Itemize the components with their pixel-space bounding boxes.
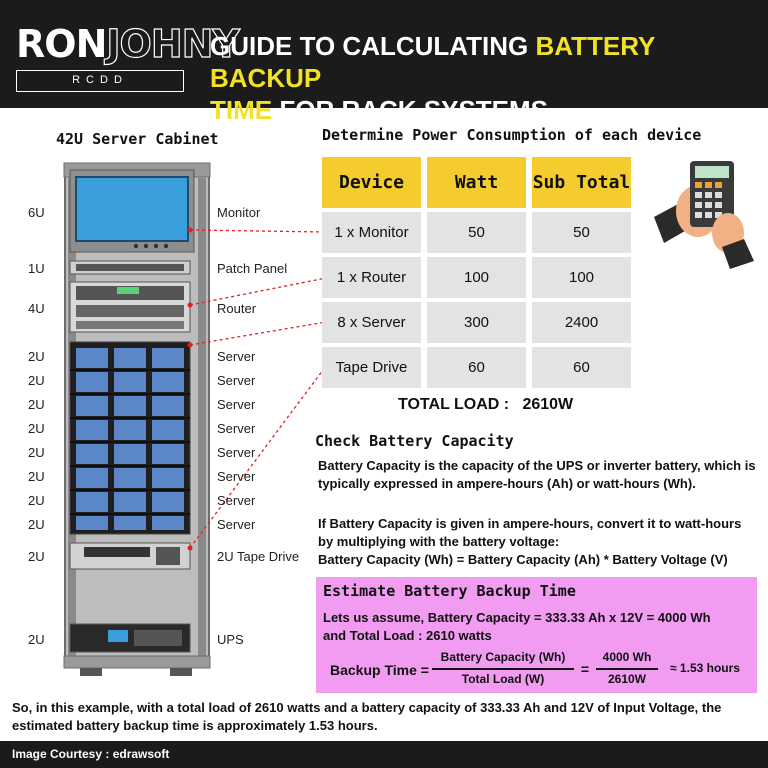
u-label: 4U [28, 301, 45, 316]
patch-panel-unit [70, 261, 190, 274]
connector-lines [190, 230, 326, 548]
server-units [70, 342, 190, 534]
device-label: Server [217, 349, 256, 364]
device-label: Server [217, 397, 256, 412]
logo-name: RONJOHNY [16, 22, 239, 66]
table-header-cell: Device [322, 157, 421, 208]
fraction-numerator: 4000 Wh [602, 650, 652, 664]
table-cell: 50 [532, 212, 631, 253]
u-label: 2U [28, 349, 45, 364]
fraction-denominator: Total Load (W) [461, 672, 545, 686]
tape-drive-unit [70, 543, 190, 569]
table-cell: 100 [532, 257, 631, 298]
backup-result: ≈ 1.53 hours [670, 661, 740, 675]
equals-sign: = [580, 661, 590, 677]
device-label: 2U Tape Drive [217, 549, 300, 564]
estimate-title: Estimate Battery Backup Time [323, 582, 576, 600]
u-label: 2U [28, 373, 45, 388]
device-label: Server [217, 493, 256, 508]
capacity-para: Battery Capacity is the capacity of the UPS or inverter battery, which is typically expressed in ampere-hours (Ah) or watt-hours (Wh). [318, 458, 756, 491]
device-label: UPS [217, 632, 244, 647]
logo-subtitle: RCDD [16, 70, 184, 92]
summary-text: So, in this example, with a total load of 2610 watts and a battery capacity of 333.33 Ah and 12V of Input Voltage, the estimated battery backup time is approximately 1.53 hours. [12, 700, 722, 733]
fraction-numerator: Battery Capacity (Wh) [440, 650, 566, 664]
table-cell: 60 [532, 347, 631, 388]
table-cell: 60 [427, 347, 526, 388]
device-label: Server [217, 517, 256, 532]
fraction-line [596, 668, 658, 670]
table-cell: 1 x Router [322, 257, 421, 298]
u-label: 6U [28, 205, 45, 220]
total-load: TOTAL LOAD : 2610W [398, 396, 574, 413]
u-label: 1U [28, 261, 45, 276]
table-cell: 50 [427, 212, 526, 253]
device-label: Server [217, 373, 256, 388]
fraction-line [432, 668, 574, 670]
cabinet-title: 42U Server Cabinet [56, 130, 219, 148]
device-label: Patch Panel [217, 261, 288, 276]
capacity-formula: Battery Capacity (Wh) = Battery Capacity (Ah) * Battery Voltage (V) [318, 552, 728, 567]
router-unit [70, 282, 190, 332]
page-title: GUIDE TO CALCULATING BATTERY BACKUP TIME FOR RACK SYSTEMS [210, 31, 655, 125]
table-header-cell: Sub Total [532, 157, 631, 208]
table-cell: 1 x Monitor [322, 212, 421, 253]
u-label: 2U [28, 549, 45, 564]
table-cell: Tape Drive [322, 347, 421, 388]
table-cell: 300 [427, 302, 526, 343]
estimate-line: Lets us assume, Battery Capacity = 333.33 Ah x 12V = 4000 Wh [323, 610, 711, 625]
u-label: 2U [28, 421, 45, 436]
table-cell: 2400 [532, 302, 631, 343]
table-cell: 100 [427, 257, 526, 298]
device-label: Router [217, 301, 257, 316]
table-header-cell: Watt [427, 157, 526, 208]
device-label: Server [217, 445, 256, 460]
device-label: Monitor [217, 205, 261, 220]
u-label: 2U [28, 632, 45, 647]
ups-unit [70, 624, 190, 652]
fraction-denominator: 2610W [607, 672, 647, 686]
image-credit: Image Courtesy : edrawsoft [12, 747, 170, 761]
u-label: 2U [28, 517, 45, 532]
capacity-para: If Battery Capacity is given in ampere-hours, convert it to watt-hours by multiplying with the battery voltage: [318, 516, 742, 549]
u-label: 2U [28, 397, 45, 412]
capacity-title: Check Battery Capacity [315, 432, 514, 450]
device-label: Server [217, 421, 256, 436]
calculator-hands-icon [650, 155, 758, 275]
u-label: 2U [28, 469, 45, 484]
backup-label: Backup Time = [330, 662, 429, 678]
monitor-unit [70, 170, 194, 252]
u-label: 2U [28, 445, 45, 460]
table-cell: 8 x Server [322, 302, 421, 343]
u-label: 2U [28, 493, 45, 508]
consumption-title: Determine Power Consumption of each device [322, 126, 702, 144]
device-label: Server [217, 469, 256, 484]
estimate-line: and Total Load : 2610 watts [323, 628, 492, 643]
